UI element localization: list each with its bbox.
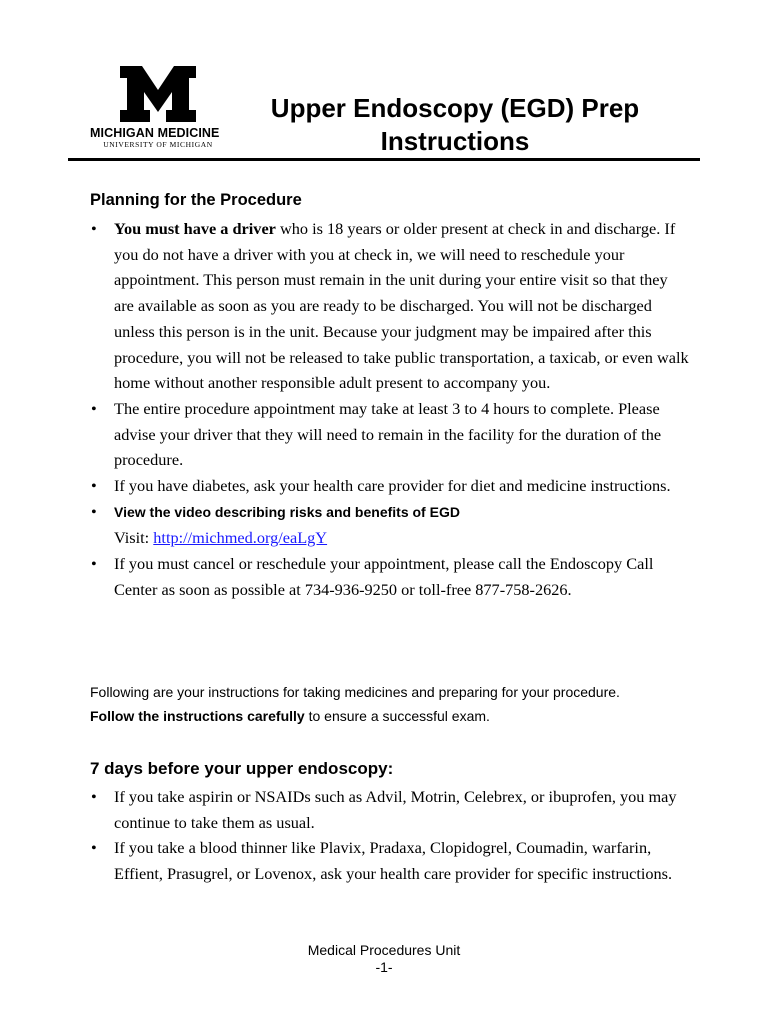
blood-thinner-text: If you take a blood thinner like Plavix, Pradaxa, Clopidogrel, Coumadin, warfarin, Effient, Prasugrel, or Lovenox, ask your health care provider for specific instructions. bbox=[114, 838, 673, 884]
video-link[interactable]: http://michmed.org/eaLgY bbox=[153, 528, 328, 548]
aspirin-text: If you take aspirin or NSAIDs such as Advil, Motrin, Celebrex, or ibuprofen, you may continue to take them as usual. bbox=[114, 787, 677, 832]
bullet-icon: • bbox=[91, 398, 97, 418]
follow-text: to ensure a successful exam. bbox=[304, 708, 490, 724]
title-line-1: Upper Endoscopy (EGD) Prep bbox=[270, 93, 640, 123]
follow-bold-text: Follow the instructions carefully bbox=[90, 708, 305, 724]
visit-label: Visit: bbox=[114, 528, 154, 548]
title-line-2: Instructions bbox=[380, 126, 530, 156]
list-item-aspirin bbox=[90, 784, 690, 835]
video-text: View the video describing risks and benefits of EGD bbox=[114, 503, 460, 520]
duration-text: The entire procedure appointment may take at least 3 to 4 hours to complete. Please advise your driver that they will need to remain in the facility for the duration of the procedure. bbox=[114, 398, 662, 470]
page-title bbox=[250, 92, 660, 158]
list-item-video bbox=[90, 499, 690, 551]
driver-bold-text: You must have a driver bbox=[114, 219, 276, 238]
footer-unit: Medical Procedures Unit bbox=[307, 942, 461, 958]
list-item-duration bbox=[90, 396, 690, 473]
diabetes-text: If you have diabetes, ask your health care provider for diet and medicine instructions. bbox=[114, 476, 671, 496]
header-divider bbox=[68, 158, 700, 161]
planning-list bbox=[90, 216, 690, 603]
logo-name: MICHIGAN MEDICINE bbox=[90, 126, 220, 140]
block-m-icon bbox=[120, 66, 196, 122]
follow-instructions-paragraph bbox=[90, 704, 710, 728]
footer-page-number: -1- bbox=[375, 959, 393, 975]
seven-days-list bbox=[90, 784, 690, 887]
bullet-icon: • bbox=[91, 219, 97, 238]
list-item-blood-thinner bbox=[90, 835, 690, 886]
list-item-diabetes bbox=[90, 473, 690, 499]
planning-heading: Planning for the Procedure bbox=[90, 191, 302, 209]
cancel-text: If you must cancel or reschedule your appointment, please call the Endoscopy Call Center as soon as possible at 734-936-9250 or toll-free 877-758-2626. bbox=[114, 554, 654, 599]
intro-paragraph: Following are your instructions for taking medicines and preparing for your procedure. bbox=[90, 684, 620, 700]
michigan-medicine-logo bbox=[90, 66, 226, 149]
driver-text: who is 18 years or older present at check in and discharge. If you do not have a driver with you at check in, we will need to reschedule your appointment. This person must remain in the unit during your entire visit so that they are available as soon as you are ready to be discharged. You will not be discharged unless this person is in the unit. Because your judgment may be impaired after this procedure, you will not be released to take public transportation, a taxicab, or even walk home without another responsible adult present to accompany you. bbox=[114, 219, 689, 393]
bullet-icon: • bbox=[91, 501, 97, 521]
bullet-icon: • bbox=[91, 476, 97, 496]
seven-days-heading: 7 days before your upper endoscopy: bbox=[90, 759, 394, 778]
bullet-icon: • bbox=[91, 787, 97, 806]
list-item-cancel bbox=[90, 551, 690, 602]
list-item-driver bbox=[90, 216, 690, 396]
logo-subtitle: UNIVERSITY OF MICHIGAN bbox=[103, 140, 213, 149]
bullet-icon: • bbox=[91, 838, 97, 858]
bullet-icon: • bbox=[91, 554, 97, 574]
